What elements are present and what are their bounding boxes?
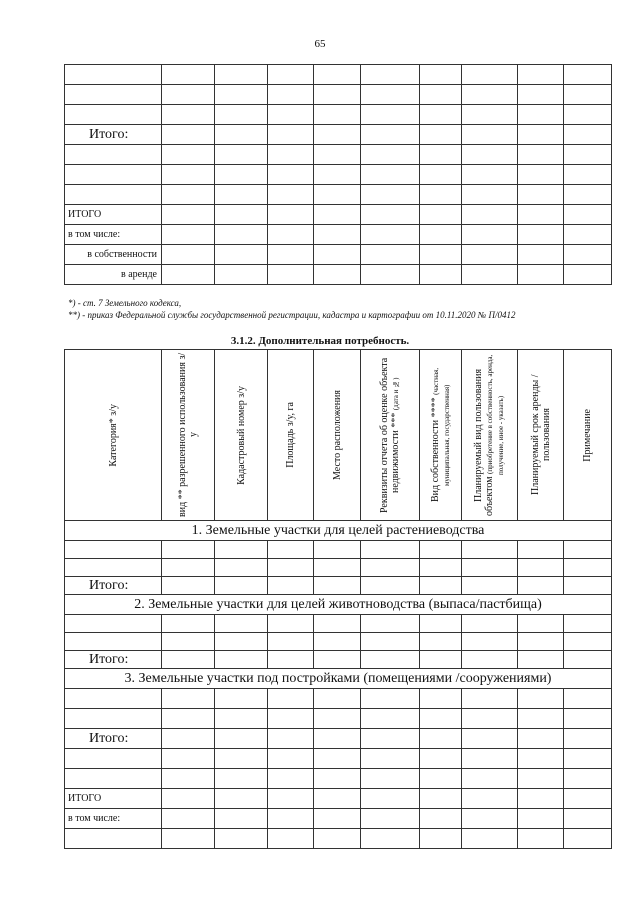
table-cell bbox=[268, 205, 314, 225]
table-cell bbox=[268, 769, 314, 789]
table-cell bbox=[268, 789, 314, 809]
table-cell bbox=[215, 205, 268, 225]
table-cell bbox=[462, 615, 518, 633]
table-cell bbox=[361, 651, 420, 669]
table-cell bbox=[162, 809, 215, 829]
table-cell bbox=[564, 185, 612, 205]
table-cell bbox=[361, 769, 420, 789]
page-number: 65 bbox=[314, 38, 326, 50]
table-cell bbox=[420, 85, 462, 105]
table-cell bbox=[65, 689, 162, 709]
table-cell bbox=[518, 245, 564, 265]
table-cell bbox=[162, 541, 215, 559]
additional-need-table bbox=[64, 349, 612, 849]
table-cell bbox=[420, 689, 462, 709]
table-cell bbox=[361, 65, 420, 85]
table-cell bbox=[361, 225, 420, 245]
table-cell bbox=[518, 769, 564, 789]
table-cell bbox=[518, 559, 564, 577]
section-3-title: 3. Земельные участки под постройками (помещениями /сооружениями) bbox=[65, 669, 612, 689]
table-cell bbox=[518, 749, 564, 769]
table-cell bbox=[361, 809, 420, 829]
table-row bbox=[65, 615, 612, 633]
table-cell bbox=[314, 265, 361, 285]
table-cell bbox=[420, 165, 462, 185]
table-cell bbox=[65, 65, 162, 85]
owned-row bbox=[65, 245, 612, 265]
table-cell bbox=[361, 615, 420, 633]
table-cell bbox=[314, 225, 361, 245]
table-cell bbox=[564, 769, 612, 789]
table-cell bbox=[314, 145, 361, 165]
table-cell bbox=[361, 789, 420, 809]
table-cell bbox=[420, 205, 462, 225]
table-cell bbox=[215, 615, 268, 633]
table-cell bbox=[518, 105, 564, 125]
total-label: ИТОГО bbox=[65, 789, 162, 809]
including-row bbox=[65, 809, 612, 829]
table-cell bbox=[314, 829, 361, 849]
table-cell bbox=[314, 689, 361, 709]
table-cell bbox=[65, 85, 162, 105]
table-cell bbox=[268, 809, 314, 829]
total-row bbox=[65, 789, 612, 809]
table-cell bbox=[268, 245, 314, 265]
table-cell bbox=[162, 245, 215, 265]
footnote-1: *) - ст. 7 Земельного кодекса, bbox=[68, 298, 182, 308]
table-cell bbox=[518, 265, 564, 285]
table-cell bbox=[65, 185, 162, 205]
table-cell bbox=[462, 65, 518, 85]
table-cell bbox=[361, 829, 420, 849]
table-cell bbox=[518, 125, 564, 145]
table-cell bbox=[215, 829, 268, 849]
section-row bbox=[65, 595, 612, 615]
table-cell bbox=[268, 65, 314, 85]
table-cell bbox=[361, 85, 420, 105]
section-title: 3.1.2. Дополнительная потребность. bbox=[230, 335, 410, 347]
table-cell bbox=[564, 65, 612, 85]
table-cell bbox=[162, 185, 215, 205]
table-cell bbox=[314, 651, 361, 669]
table-cell bbox=[268, 633, 314, 651]
table-cell bbox=[215, 749, 268, 769]
table-cell bbox=[268, 559, 314, 577]
table-cell bbox=[420, 225, 462, 245]
itogo-label: Итого: bbox=[65, 729, 162, 749]
table-cell bbox=[462, 789, 518, 809]
table-cell bbox=[564, 789, 612, 809]
table-cell bbox=[462, 769, 518, 789]
table-row bbox=[65, 769, 612, 789]
table-cell bbox=[215, 245, 268, 265]
table-cell bbox=[462, 165, 518, 185]
table-cell bbox=[162, 577, 215, 595]
table-cell bbox=[420, 615, 462, 633]
table-cell bbox=[268, 749, 314, 769]
header-use-type: вид ** разрешенного использования з/у bbox=[162, 350, 215, 521]
total-label: ИТОГО bbox=[65, 205, 162, 225]
header-remark: Примечание bbox=[564, 350, 612, 521]
including-label: в том числе: bbox=[65, 809, 162, 829]
table-cell bbox=[518, 85, 564, 105]
table-cell bbox=[462, 809, 518, 829]
table-cell bbox=[314, 185, 361, 205]
table-cell bbox=[215, 165, 268, 185]
table-cell bbox=[162, 125, 215, 145]
total-row bbox=[65, 205, 612, 225]
table-cell bbox=[268, 225, 314, 245]
table-cell bbox=[420, 577, 462, 595]
table-cell bbox=[162, 225, 215, 245]
table-cell bbox=[462, 689, 518, 709]
table-cell bbox=[268, 829, 314, 849]
table-cell bbox=[162, 829, 215, 849]
table-cell bbox=[420, 651, 462, 669]
table-cell bbox=[314, 789, 361, 809]
table-cell bbox=[518, 633, 564, 651]
table-cell bbox=[314, 749, 361, 769]
table-cell bbox=[162, 85, 215, 105]
table-cell bbox=[314, 205, 361, 225]
table-cell bbox=[564, 541, 612, 559]
table-row bbox=[65, 85, 612, 105]
table-row bbox=[65, 749, 612, 769]
table-cell bbox=[564, 559, 612, 577]
table-cell bbox=[462, 245, 518, 265]
table-cell bbox=[215, 125, 268, 145]
table-cell bbox=[564, 749, 612, 769]
table-cell bbox=[314, 125, 361, 145]
table-cell bbox=[420, 749, 462, 769]
table-cell bbox=[462, 125, 518, 145]
table-cell bbox=[518, 165, 564, 185]
table-cell bbox=[215, 185, 268, 205]
table-cell bbox=[564, 265, 612, 285]
table-cell bbox=[268, 651, 314, 669]
table-cell bbox=[462, 105, 518, 125]
table-cell bbox=[268, 615, 314, 633]
including-row bbox=[65, 225, 612, 245]
table-cell bbox=[564, 829, 612, 849]
table-cell bbox=[564, 615, 612, 633]
table-cell bbox=[462, 541, 518, 559]
table-cell bbox=[162, 749, 215, 769]
table-cell bbox=[462, 559, 518, 577]
table-cell bbox=[268, 105, 314, 125]
table-cell bbox=[314, 85, 361, 105]
subtotal-row bbox=[65, 125, 612, 145]
table-cell bbox=[361, 165, 420, 185]
table-cell bbox=[162, 559, 215, 577]
table-cell bbox=[420, 541, 462, 559]
section-row bbox=[65, 521, 612, 541]
table-cell bbox=[564, 809, 612, 829]
table-row bbox=[65, 633, 612, 651]
table-cell bbox=[314, 709, 361, 729]
table-cell bbox=[564, 85, 612, 105]
table-cell bbox=[518, 709, 564, 729]
table-cell bbox=[518, 541, 564, 559]
table-cell bbox=[518, 689, 564, 709]
table-cell bbox=[564, 577, 612, 595]
table-cell bbox=[361, 633, 420, 651]
table-row bbox=[65, 165, 612, 185]
table-cell bbox=[314, 105, 361, 125]
header-ownership: Вид собственности **** (частная, муниципальная, государственная) bbox=[420, 350, 462, 521]
table-cell bbox=[361, 265, 420, 285]
table-cell bbox=[564, 245, 612, 265]
table-cell bbox=[564, 633, 612, 651]
owned-label: в собственности bbox=[65, 245, 162, 265]
table-cell bbox=[215, 541, 268, 559]
subtotal-row bbox=[65, 729, 612, 749]
table-cell bbox=[314, 809, 361, 829]
table-cell bbox=[361, 145, 420, 165]
table-cell bbox=[564, 729, 612, 749]
table-cell bbox=[215, 709, 268, 729]
table-cell bbox=[65, 559, 162, 577]
table-cell bbox=[268, 689, 314, 709]
table-cell bbox=[268, 709, 314, 729]
header-cadastral: Кадастровый номер з/у bbox=[215, 350, 268, 521]
table-cell bbox=[361, 749, 420, 769]
table-cell bbox=[420, 809, 462, 829]
table-cell bbox=[518, 789, 564, 809]
existing-land-table bbox=[64, 64, 612, 285]
header-row bbox=[65, 350, 612, 521]
table-cell bbox=[518, 577, 564, 595]
table-cell bbox=[518, 651, 564, 669]
table-cell bbox=[215, 789, 268, 809]
table-cell bbox=[314, 165, 361, 185]
table-cell bbox=[462, 225, 518, 245]
table-cell bbox=[361, 125, 420, 145]
table-cell bbox=[361, 105, 420, 125]
table-row bbox=[65, 185, 612, 205]
table-cell bbox=[361, 185, 420, 205]
table-cell bbox=[462, 829, 518, 849]
table-cell bbox=[162, 145, 215, 165]
table-cell bbox=[215, 769, 268, 789]
footnotes bbox=[68, 297, 516, 321]
table-cell bbox=[518, 809, 564, 829]
table-cell bbox=[215, 689, 268, 709]
table-cell bbox=[420, 709, 462, 729]
table-cell bbox=[162, 615, 215, 633]
table-cell bbox=[462, 145, 518, 165]
table-cell bbox=[314, 65, 361, 85]
table-cell bbox=[162, 165, 215, 185]
table-cell bbox=[162, 709, 215, 729]
table-cell bbox=[361, 205, 420, 225]
table-cell bbox=[420, 65, 462, 85]
table-cell bbox=[65, 769, 162, 789]
table-cell bbox=[462, 729, 518, 749]
table-cell bbox=[268, 265, 314, 285]
table-cell bbox=[462, 749, 518, 769]
table-cell bbox=[361, 245, 420, 265]
table-cell bbox=[564, 651, 612, 669]
table-cell bbox=[65, 165, 162, 185]
table-cell bbox=[215, 577, 268, 595]
subtotal-row bbox=[65, 577, 612, 595]
itogo-label: Итого: bbox=[65, 125, 162, 145]
table-cell bbox=[518, 729, 564, 749]
table-cell bbox=[215, 559, 268, 577]
table-cell bbox=[420, 125, 462, 145]
table-cell bbox=[420, 265, 462, 285]
table-cell bbox=[215, 225, 268, 245]
table-cell bbox=[314, 769, 361, 789]
table-cell bbox=[314, 559, 361, 577]
table-row bbox=[65, 105, 612, 125]
header-location: Место расположения bbox=[314, 350, 361, 521]
table-cell bbox=[564, 165, 612, 185]
table-row bbox=[65, 709, 612, 729]
table-cell bbox=[462, 709, 518, 729]
table-cell bbox=[215, 145, 268, 165]
table-cell bbox=[462, 265, 518, 285]
table-cell bbox=[162, 769, 215, 789]
table-cell bbox=[268, 85, 314, 105]
header-area: Площадь з/у, га bbox=[268, 350, 314, 521]
table-cell bbox=[420, 789, 462, 809]
table-cell bbox=[361, 559, 420, 577]
table-cell bbox=[268, 185, 314, 205]
table-cell bbox=[215, 651, 268, 669]
table-cell bbox=[65, 829, 162, 849]
table-cell bbox=[518, 205, 564, 225]
table-cell bbox=[564, 225, 612, 245]
table-cell bbox=[564, 145, 612, 165]
table-cell bbox=[420, 185, 462, 205]
table-cell bbox=[518, 185, 564, 205]
table-cell bbox=[162, 105, 215, 125]
table-cell bbox=[564, 125, 612, 145]
table-cell bbox=[462, 651, 518, 669]
table-cell bbox=[420, 729, 462, 749]
table-row bbox=[65, 145, 612, 165]
table-cell bbox=[65, 105, 162, 125]
table-cell bbox=[215, 105, 268, 125]
table-cell bbox=[314, 541, 361, 559]
table-cell bbox=[518, 145, 564, 165]
table-cell bbox=[420, 633, 462, 651]
table-cell bbox=[420, 769, 462, 789]
header-appraisal: Реквизиты отчета об оценке объекта недвижимости *** (дата и №) bbox=[361, 350, 420, 521]
table-cell bbox=[65, 541, 162, 559]
table-cell bbox=[518, 225, 564, 245]
leased-label: в аренде bbox=[65, 265, 162, 285]
table-cell bbox=[564, 105, 612, 125]
table-cell bbox=[420, 145, 462, 165]
table-cell bbox=[162, 651, 215, 669]
table-cell bbox=[162, 265, 215, 285]
table-cell bbox=[162, 205, 215, 225]
header-lease-term: Планируемый срок аренды /пользования bbox=[518, 350, 564, 521]
table-cell bbox=[420, 105, 462, 125]
table-cell bbox=[162, 789, 215, 809]
table-cell bbox=[518, 65, 564, 85]
section-row bbox=[65, 669, 612, 689]
table-row bbox=[65, 559, 612, 577]
table-cell bbox=[564, 689, 612, 709]
table-cell bbox=[564, 205, 612, 225]
table-cell bbox=[361, 709, 420, 729]
table-cell bbox=[518, 615, 564, 633]
subtotal-row bbox=[65, 651, 612, 669]
table-row bbox=[65, 541, 612, 559]
table-cell bbox=[215, 85, 268, 105]
table-cell bbox=[162, 65, 215, 85]
table-cell bbox=[518, 829, 564, 849]
table-cell bbox=[215, 65, 268, 85]
table-cell bbox=[268, 577, 314, 595]
table-cell bbox=[462, 85, 518, 105]
table-cell bbox=[420, 559, 462, 577]
table-cell bbox=[361, 577, 420, 595]
table-row bbox=[65, 689, 612, 709]
table-cell bbox=[361, 689, 420, 709]
table-cell bbox=[314, 633, 361, 651]
table-cell bbox=[162, 633, 215, 651]
itogo-label: Итого: bbox=[65, 651, 162, 669]
table-cell bbox=[462, 205, 518, 225]
table-cell bbox=[215, 265, 268, 285]
header-planned-use: Планируемый вид пользования объектом (приобретение в собственность, аренда, получение, иное - указать) bbox=[462, 350, 518, 521]
table-cell bbox=[314, 729, 361, 749]
table-cell bbox=[215, 809, 268, 829]
section-2-title: 2. Земельные участки для целей животноводства (выпаса/пастбища) bbox=[65, 595, 612, 615]
table-row bbox=[65, 65, 612, 85]
table-cell bbox=[314, 615, 361, 633]
table-cell bbox=[462, 633, 518, 651]
including-label: в том числе: bbox=[65, 225, 162, 245]
table-row bbox=[65, 829, 612, 849]
table-cell bbox=[564, 709, 612, 729]
table-cell bbox=[215, 633, 268, 651]
leased-row bbox=[65, 265, 612, 285]
table-cell bbox=[462, 185, 518, 205]
table-cell bbox=[268, 541, 314, 559]
table-cell bbox=[361, 541, 420, 559]
table-cell bbox=[65, 749, 162, 769]
table-cell bbox=[420, 829, 462, 849]
table-cell bbox=[215, 729, 268, 749]
table-cell bbox=[162, 689, 215, 709]
table-cell bbox=[462, 577, 518, 595]
header-category: Категория* з/у bbox=[65, 350, 162, 521]
table-cell bbox=[314, 577, 361, 595]
itogo-label: Итого: bbox=[65, 577, 162, 595]
table-cell bbox=[361, 729, 420, 749]
table-cell bbox=[268, 729, 314, 749]
table-cell bbox=[65, 145, 162, 165]
table-cell bbox=[314, 245, 361, 265]
table-cell bbox=[268, 145, 314, 165]
table-cell bbox=[65, 633, 162, 651]
table-cell bbox=[420, 245, 462, 265]
table-cell bbox=[65, 709, 162, 729]
footnote-2: **) - приказ Федеральной службы государственной регистрации, кадастра и картографии от 10.11.2020 № П/0412 bbox=[68, 310, 516, 320]
section-1-title: 1. Земельные участки для целей растениеводства bbox=[65, 521, 612, 541]
table-cell bbox=[268, 165, 314, 185]
table-cell bbox=[268, 125, 314, 145]
table-cell bbox=[65, 615, 162, 633]
table-cell bbox=[162, 729, 215, 749]
